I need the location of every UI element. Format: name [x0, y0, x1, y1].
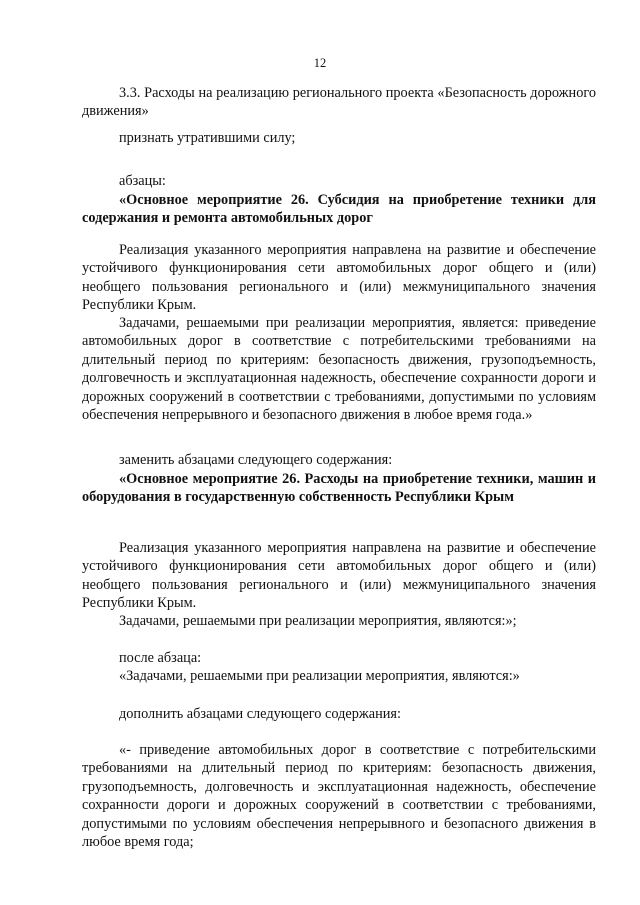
paragraph-tasks-new: Задачами, решаемыми при реализации мероприятия, являются:»;: [119, 613, 517, 629]
paragraph-tasks-old: Задачами, решаемыми при реализации мероприятия, является: приведение автомобильных дорог в соответствие с потребительскими требованиями на длительный период по критериям: безопасность движения, грузоподъемность, долговечность и эксплуатационная надежность, обеспечение сохранности дороги и дорожных сооружений в соответствии с требованиями, допустимыми по условиям обеспечения непрерывного и безопасного движения в любое время года.»: [82, 315, 596, 424]
page-number: 12: [313, 56, 327, 70]
paragraph-implementation-new: Реализация указанного мероприятия направлена на развитие и обеспечение устойчивого функционирования сети автомобильных дорог общего и (или) необщего пользования регионального и (или) межмуниципального значения Республики Крым.: [82, 540, 596, 612]
section-heading-3-3: 3.3. Расходы на реализацию регионального проекта «Безопасность дорожного движения»: [82, 85, 596, 120]
heading-measure-26-old: «Основное мероприятие 26. Субсидия на приобретение техники для содержания и ремонта автомобильных дорог: [82, 192, 596, 227]
paragraph-repeal: признать утратившими силу;: [119, 130, 296, 146]
paragraph-new-task-item: «- приведение автомобильных дорог в соответствие с потребительскими требованиями на длительный период по критериям: безопасность движения, грузоподъемность, долговечность и эксплуатационная надежность, обеспечение сохранности дороги и дорожных сооружений в соответствии с требованиями, допустимыми по условиям обеспечения непрерывного и безопасного движения в любое время года;: [82, 742, 596, 851]
paragraph-after: после абзаца:: [119, 650, 202, 666]
paragraph-implementation-old: Реализация указанного мероприятия направлена на развитие и обеспечение устойчивого функционирования сети автомобильных дорог общего и (или) необщего пользования регионального и (или) межмуниципального значения Республики Крым.: [82, 242, 596, 314]
paragraph-supplement: дополнить абзацами следующего содержания:: [119, 706, 401, 722]
paragraph-quoted-tasks: «Задачами, решаемыми при реализации мероприятия, являются:»: [119, 668, 520, 684]
paragraph-replace: заменить абзацами следующего содержания:: [119, 452, 393, 468]
paragraph-abzacy: абзацы:: [119, 173, 166, 189]
heading-measure-26-new: «Основное мероприятие 26. Расходы на приобретение техники, машин и оборудования в государственную собственность Республики Крым: [82, 471, 596, 506]
